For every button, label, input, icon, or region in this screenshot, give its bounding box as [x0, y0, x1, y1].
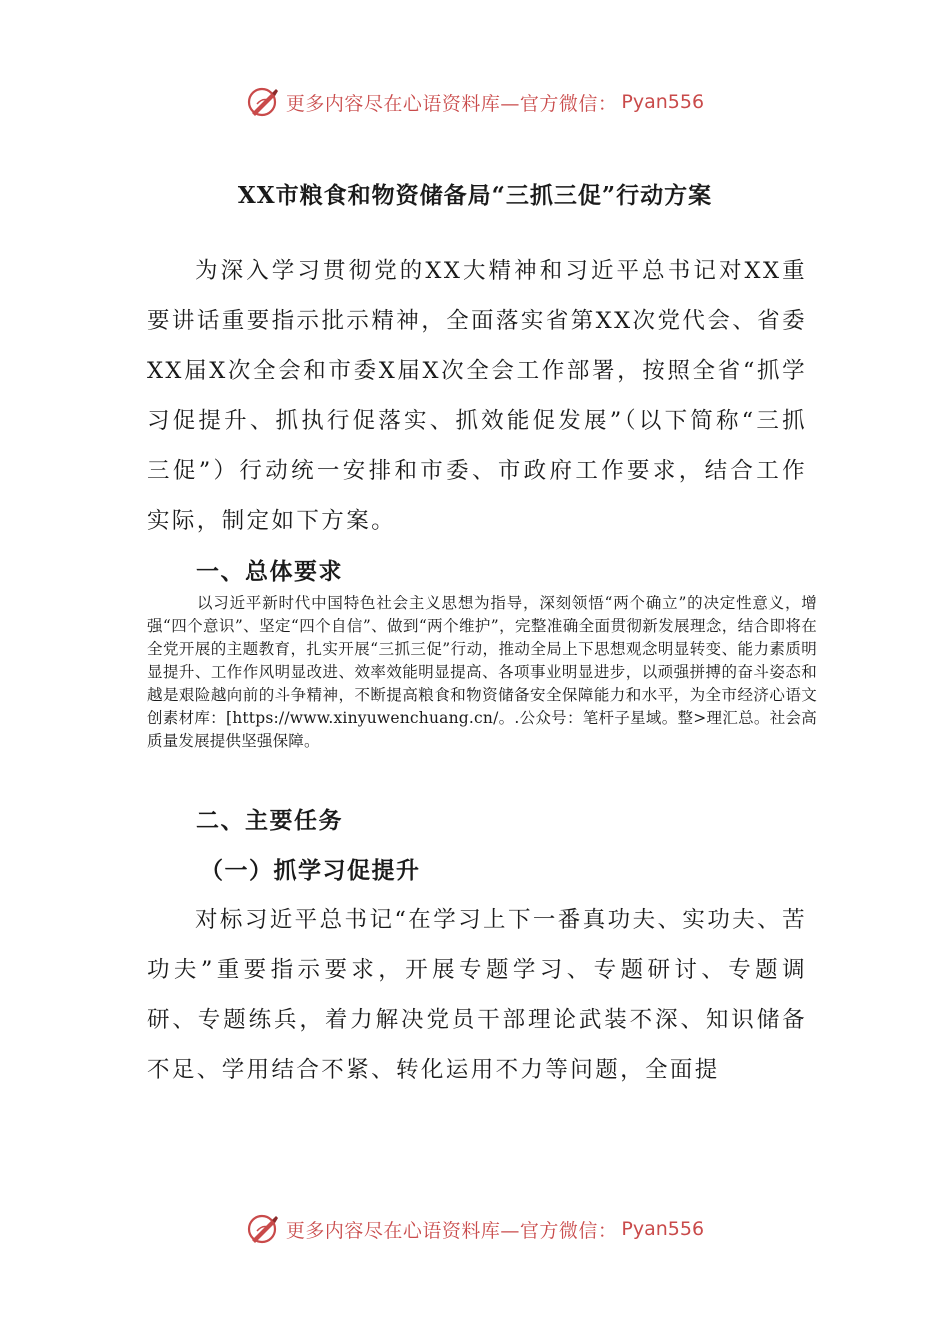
study-task-paragraph: 对标习近平总书记“在学习上下一番真功夫、实功夫、苦功夫”重要指示要求，开展专题学习、专题研讨、专题调研、专题练兵，着力解决党员干部理论武装不深、知识储备不足、学用结合不紧、转化运用不力等问题，全面提 — [147, 907, 807, 1083]
pen-circle-logo-icon — [246, 1212, 280, 1246]
watermark-wechat-id: Pyan556 — [621, 1218, 705, 1240]
watermark-text: 更多内容尽在心语资料库—官方微信： — [285, 1219, 618, 1242]
section-heading-overall-requirements: 一、总体要求 — [196, 558, 343, 585]
watermark-text: 更多内容尽在心语资料库—官方微信： — [285, 92, 618, 115]
document-title: XX市粮食和物资储备局“三抓三促”行动方案 — [237, 182, 713, 209]
watermark-wechat-id: Pyan556 — [621, 91, 705, 113]
intro-paragraph: 为深入学习贯彻党的XX大精神和习近平总书记对XX重要讲话重要指示批示精神，全面落实省第XX次党代会、省委XX届X次全会和市委X届X次全会工作部署，按照全省“抓学习促提升、抓执行促落实、抓效能促发展”（以下简称“三抓三促”）行动统一安排和市委、市政府工作要求，结合工作实际，制定如下方案。 — [147, 258, 807, 534]
overall-requirements-paragraph: 以习近平新时代中国特色社会主义思想为指导，深刻领悟“两个确立”的决定性意义，增强“四个意识”、坚定“四个自信”、做到“两个维护”，完整准确全面贯彻新发展理念，结合即将在全党开展的主题教育，扎实开展“三抓三促”行动，推动全局上下思想观念明显转变、能力素质明显提升、工作作风明显改进、效率效能明显提高、各项事业明显进步，以顽强拼搏的奋斗姿态和越是艰险越向前的斗争精神，不断提高粮食和物资储备安全保障能力和水平，为全市经济心语文创素材库：[https://www.xinyuwenchuang.cn/。.公众号：笔杆子星域。整>理汇总。社会高质量发展提供坚强保障。 — [147, 594, 817, 750]
subsection-heading-study: （一）抓学习促提升 — [200, 857, 421, 884]
pen-circle-logo-icon — [246, 85, 280, 119]
section-heading-main-tasks: 二、主要任务 — [196, 807, 343, 834]
watermark-banner-bottom — [0, 1209, 950, 1249]
watermark-banner-top — [0, 82, 950, 122]
